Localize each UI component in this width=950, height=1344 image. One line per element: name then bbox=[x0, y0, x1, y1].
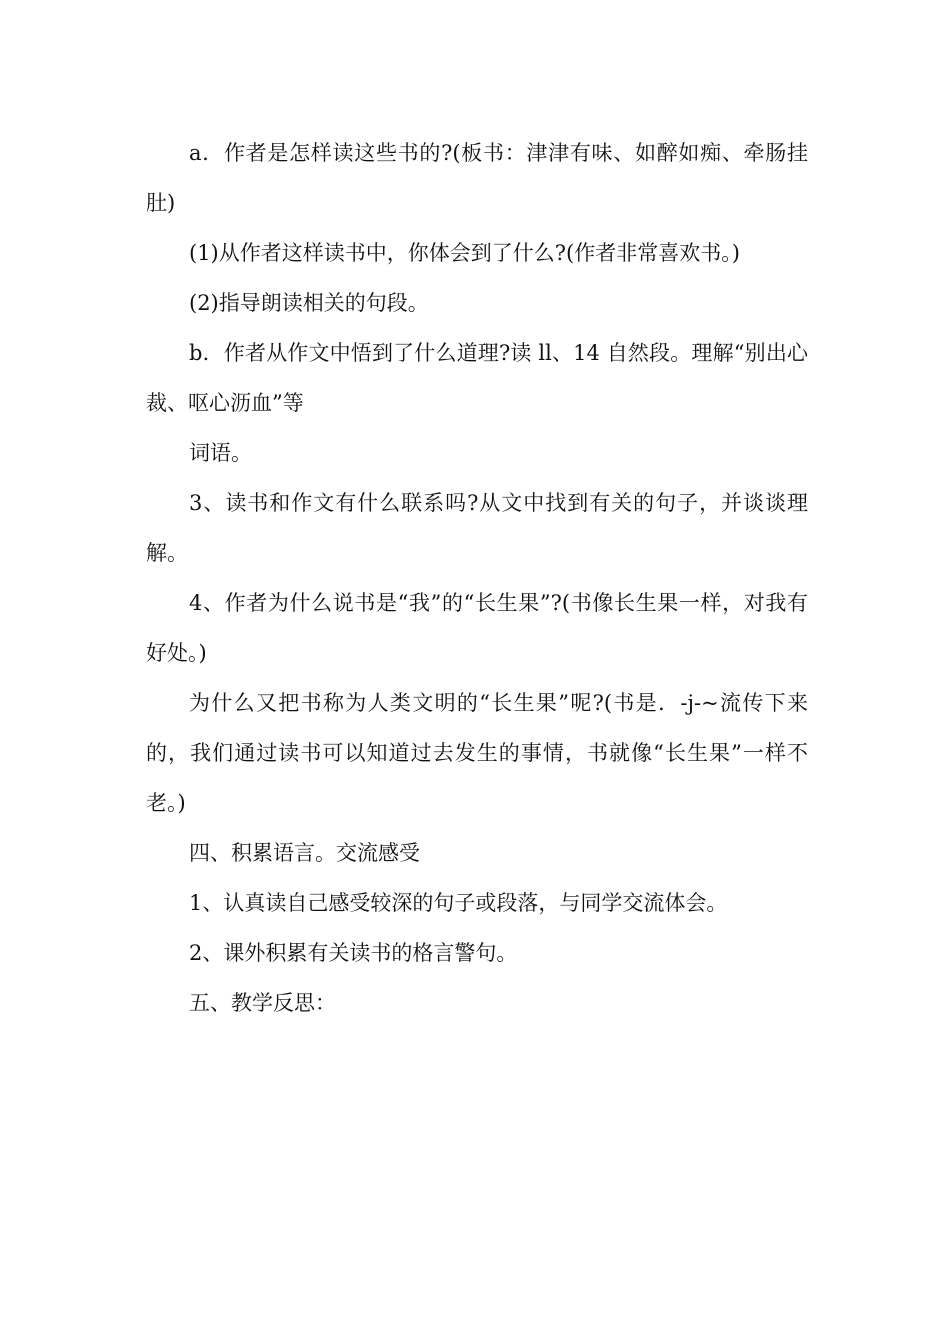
paragraph-point-3: 3、读书和作文有什么联系吗?从文中找到有关的句子，并谈谈理解。 bbox=[146, 491, 808, 565]
section-heading-five: 五、教学反思： bbox=[189, 991, 336, 1015]
paragraph-continuation: 词语。 bbox=[189, 441, 252, 465]
paragraph-civilization-question: 为什么又把书称为人类文明的“长生果”呢?(书是．-j-~流传下来的，我们通过读书可以知道过去发生的事情，书就像“长生果”一样不老。) bbox=[146, 691, 808, 815]
paragraph-point-4: 4、作者为什么说书是“我”的“长生果”?(书像长生果一样，对我有好处。) bbox=[146, 591, 808, 665]
paragraph-subpoint-1: (1)从作者这样读书中，你体会到了什么?(作者非常喜欢书。) bbox=[189, 241, 740, 265]
section-heading-four: 四、积累语言。交流感受 bbox=[189, 841, 420, 865]
paragraph-subpoint-2: (2)指导朗读相关的句段。 bbox=[189, 291, 429, 315]
document-body bbox=[146, 128, 808, 1028]
paragraph-writing-question: b．作者从作文中悟到了什么道理?读 ll、14 自然段。理解“别出心裁、呕心沥血”等 bbox=[146, 341, 808, 415]
paragraph-reading-question: a．作者是怎样读这些书的?(板书：津津有味、如醉如痴、牵肠挂肚) bbox=[146, 141, 808, 215]
paragraph-item-1: 1、认真读自己感受较深的句子或段落，与同学交流体会。 bbox=[189, 891, 728, 915]
paragraph-item-2: 2、课外积累有关读书的格言警句。 bbox=[189, 941, 518, 965]
